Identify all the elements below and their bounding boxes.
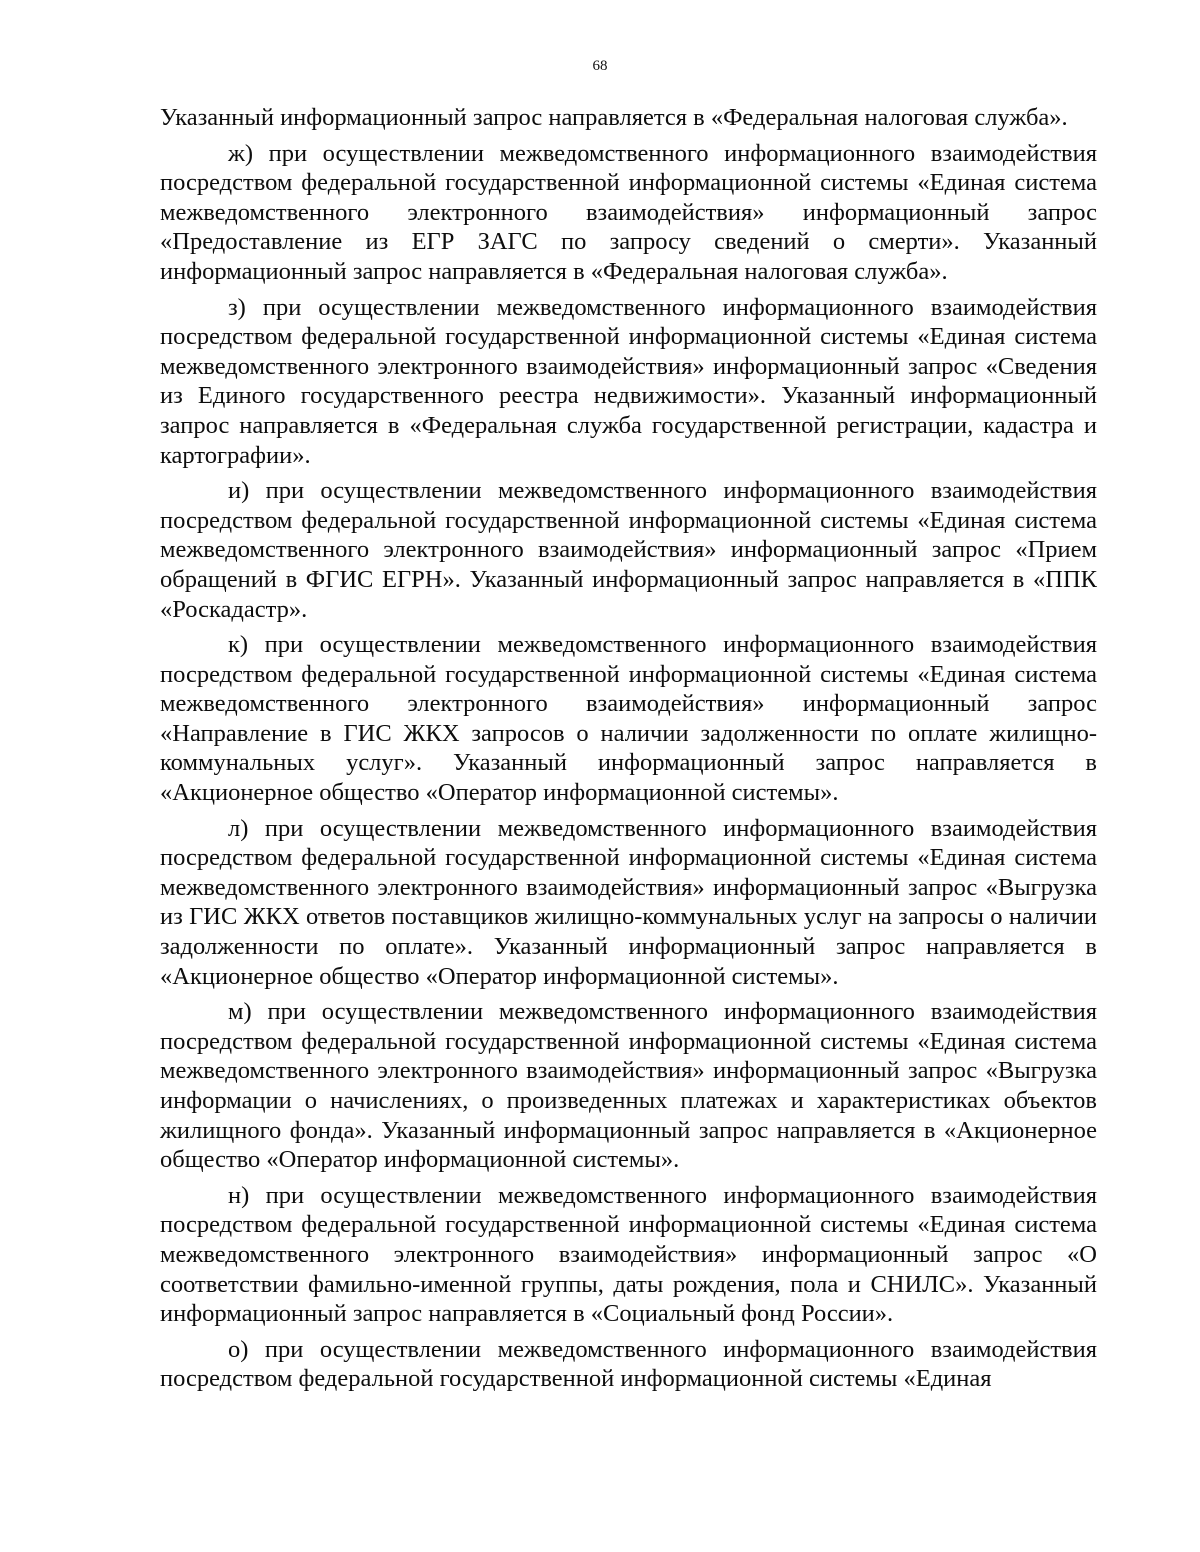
paragraph-o: о) при осуществлении межведомственного информационного взаимодействия посредством федеральной государственной информационной системы «Единая (160, 1335, 1097, 1393)
page-number: 68 (592, 58, 608, 74)
paragraph-m: м) при осуществлении межведомственного информационного взаимодействия посредством федеральной государственной информационной системы «Единая система межведомственного электронного взаимодействия» информационный запрос «Выгрузка информации о начислениях, о произведенных платежах и характеристиках объектов жилищного фонда». Указанный информационный запрос направляется в «Акционерное общество «Оператор информационной системы». (160, 998, 1097, 1174)
paragraph-n: н) при осуществлении межведомственного информационного взаимодействия посредством федеральной государственной информационной системы «Единая система межведомственного электронного взаимодействия» информационный запрос «О соответствии фамильно-именной группы, даты рождения, пола и СНИЛС». Указанный информационный запрос направляется в «Социальный фонд России». (160, 1181, 1097, 1328)
document-body (160, 103, 1097, 1400)
paragraph-k: к) при осуществлении межведомственного информационного взаимодействия посредством федеральной государственной информационной системы «Единая система межведомственного электронного взаимодействия» информационный запрос «Направление в ГИС ЖКХ запросов о наличии задолженности по оплате жилищно-коммунальных услуг». Указанный информационный запрос направляется в «Акционерное общество «Оператор информационной системы». (160, 631, 1097, 807)
paragraph-continuation: Указанный информационный запрос направляется в «Федеральная налоговая служба». (160, 104, 1068, 131)
paragraph-z: з) при осуществлении межведомственного информационного взаимодействия посредством федеральной государственной информационной системы «Единая система межведомственного электронного взаимодействия» информационный запрос «Сведения из Единого государственного реестра недвижимости». Указанный информационный запрос направляется в «Федеральная служба государственной регистрации, кадастра и картографии». (160, 293, 1097, 469)
paragraph-i: и) при осуществлении межведомственного информационного взаимодействия посредством федеральной государственной информационной системы «Единая система межведомственного электронного взаимодействия» информационный запрос «Прием обращений в ФГИС ЕГРН». Указанный информационный запрос направляется в «ППК «Роскадастр». (160, 477, 1097, 623)
paragraph-l: л) при осуществлении межведомственного информационного взаимодействия посредством федеральной государственной информационной системы «Единая система межведомственного электронного взаимодействия» информационный запрос «Выгрузка из ГИС ЖКХ ответов поставщиков жилищно-коммунальных услуг на запросы о наличии задолженности по оплате». Указанный информационный запрос направляется в «Акционерное общество «Оператор информационной системы». (160, 814, 1097, 990)
paragraph-zh: ж) при осуществлении межведомственного информационного взаимодействия посредством федеральной государственной информационной системы «Единая система межведомственного электронного взаимодействия» информационный запрос «Предоставление из ЕГР ЗАГС по запросу сведений о смерти». Указанный информационный запрос направляется в «Федеральная налоговая служба». (160, 139, 1097, 285)
